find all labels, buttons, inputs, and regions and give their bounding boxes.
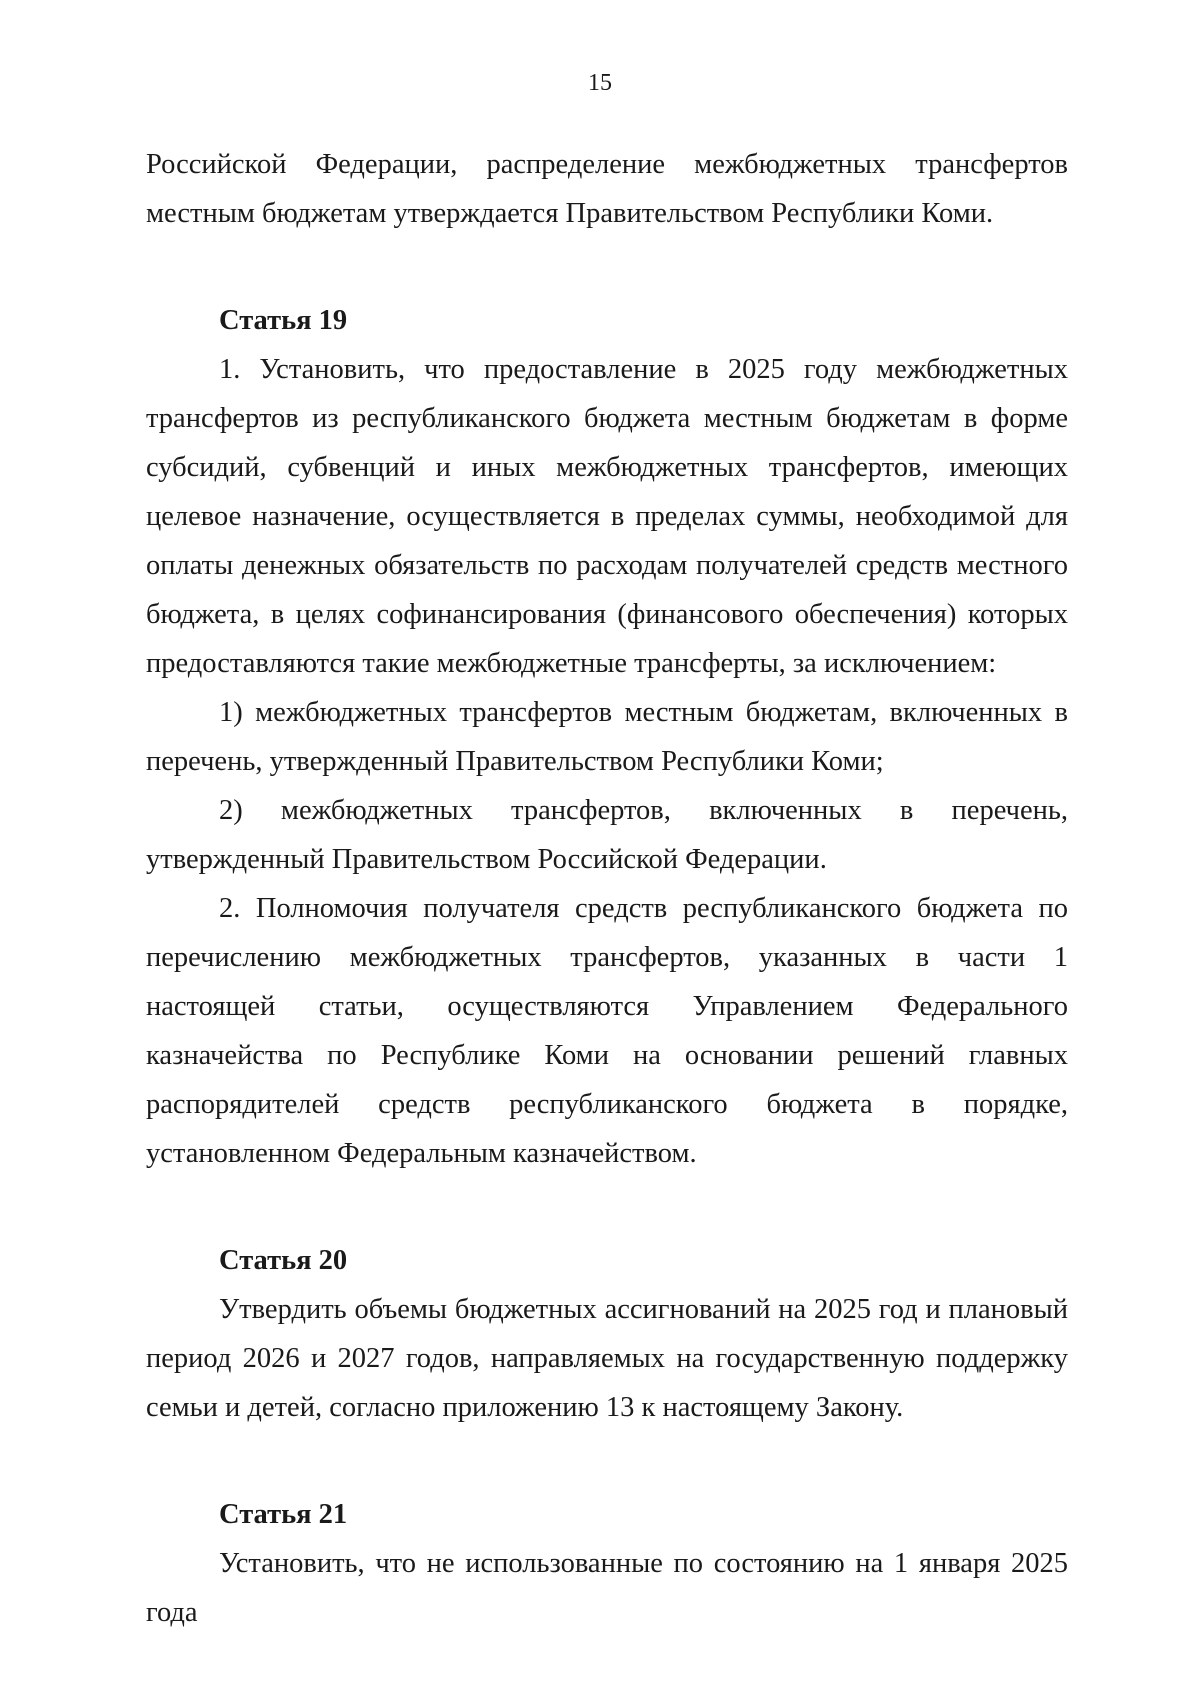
intro-paragraph: Российской Федерации, распределение межбюджетных трансфертов местным бюджетам утверждается Правительством Республики Коми. (146, 149, 1068, 229)
article-19-part-2: 2. Полномочия получателя средств республиканского бюджета по перечислению межбюджетных трансфертов, указанных в части 1 настоящей статьи, осуществляются Управлением Федерального казначейства по Республике Коми на основании решений главных распорядителей средств республиканского бюджета в порядке, установленном Федеральным казначейством. (146, 893, 1068, 1169)
article-19-part-1: 1. Установить, что предоставление в 2025 году межбюджетных трансфертов из республиканского бюджета местным бюджетам в форме субсидий, субвенций и иных межбюджетных трансфертов, имеющих целевое назначение, осуществляется в пределах суммы, необходимой для оплаты денежных обязательств по расходам получателей средств местного бюджета, в целях софинансирования (финансового обеспечения) которых предоставляются такие межбюджетные трансферты, за исключением: (146, 354, 1068, 679)
article-20-heading: Статья 20 (219, 1245, 348, 1276)
spacer (146, 238, 1068, 296)
article-21-heading: Статья 21 (219, 1499, 348, 1530)
page-number: 15 (588, 70, 612, 96)
article-19-heading: Статья 19 (219, 305, 348, 336)
article-21-text: Установить, что не использованные по состоянию на 1 января 2025 года (146, 1548, 1068, 1628)
article-20-text: Утвердить объемы бюджетных ассигнований на 2025 год и плановый период 2026 и 2027 годов, направляемых на государственную поддержку семьи и детей, согласно приложению 13 к настоящему Закону. (146, 1294, 1068, 1423)
document-body (146, 140, 1068, 1637)
article-19-item-1: 1) межбюджетных трансфертов местным бюджетам, включенных в перечень, утвержденный Правительством Республики Коми; (146, 697, 1068, 777)
spacer (146, 1178, 1068, 1236)
spacer (146, 1432, 1068, 1490)
article-19-item-2: 2) межбюджетных трансфертов, включенных в перечень, утвержденный Правительством Российской Федерации. (146, 795, 1068, 875)
